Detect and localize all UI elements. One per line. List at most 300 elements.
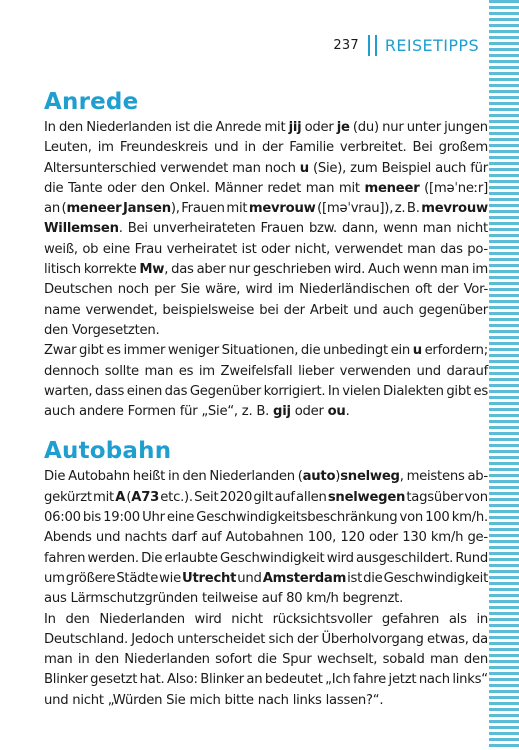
word: an: [246, 672, 263, 688]
word: unter: [406, 120, 441, 135]
text-line: [44, 508, 488, 528]
term-highlight: je: [336, 120, 350, 135]
word: der: [261, 140, 284, 156]
word: In: [44, 611, 56, 627]
word: man: [422, 221, 452, 237]
word: Bei: [127, 221, 148, 237]
word: Geschwindigkeit: [220, 550, 325, 566]
word: man: [429, 652, 459, 668]
word: [263, 569, 346, 589]
word: wäre,: [205, 282, 241, 298]
word: oft: [414, 282, 432, 298]
word: um: [44, 570, 65, 586]
term-highlight: ou: [327, 404, 346, 420]
word: gilt: [253, 489, 274, 505]
word: man: [407, 241, 436, 257]
word: Anrede: [215, 120, 262, 135]
word: Geschwindigkeit: [383, 570, 488, 586]
word: Deutschland.: [44, 631, 128, 647]
word: im: [471, 262, 488, 278]
word: das: [164, 383, 188, 399]
text-line: [44, 528, 488, 548]
word: erfordern;: [424, 343, 488, 359]
word: noch: [264, 160, 296, 176]
term-highlight: u: [412, 343, 422, 359]
word: Also:: [166, 672, 198, 688]
text-line: [44, 670, 488, 690]
word: den: [65, 611, 90, 627]
word: und nicht „Würden Sie mich bitte nach links lassen?“.: [44, 692, 384, 708]
word: vielen: [342, 383, 381, 399]
word: in: [77, 652, 90, 668]
word: Arbeit: [309, 302, 349, 318]
word: darauf: [446, 363, 488, 379]
section-gap: [44, 422, 488, 436]
word: Altersunterschied: [44, 160, 157, 176]
word: im: [198, 363, 215, 379]
word: dass: [94, 383, 125, 399]
word: nach: [418, 672, 450, 688]
term-highlight: auto: [302, 469, 336, 485]
word: ein: [390, 343, 411, 359]
word: Niederlanden: [86, 120, 172, 135]
word: mit: [93, 489, 114, 505]
word: verwenden: [339, 363, 411, 379]
text-line: [44, 488, 488, 508]
word: den: [140, 180, 165, 196]
word: und: [416, 363, 441, 379]
word: das: [440, 241, 463, 257]
word: die: [193, 120, 213, 135]
word: Spur: [282, 652, 312, 668]
text-line: [44, 362, 488, 382]
word: Familie: [289, 140, 334, 156]
word: immer: [123, 343, 166, 359]
word: gekürzt: [44, 489, 92, 505]
text-line: [44, 118, 488, 138]
word: darf: [171, 530, 197, 546]
word: mit: [264, 120, 286, 135]
text-line: [44, 280, 488, 300]
text-line: [44, 402, 488, 422]
word: wird: [326, 550, 354, 566]
word: man: [144, 363, 174, 379]
word: [413, 341, 422, 361]
word: [249, 199, 316, 219]
word: Niederlanden: [209, 469, 295, 485]
word: tagsüber: [406, 489, 464, 505]
page-edge-thumb-index: [489, 0, 519, 750]
word: auf: [274, 489, 295, 505]
word: Überholvorgang: [321, 631, 424, 647]
word: [328, 488, 405, 508]
word: Sie: [180, 282, 200, 298]
word: oder: [107, 180, 137, 196]
word: Die: [44, 469, 66, 485]
word: Auch: [367, 262, 400, 278]
word: und: [95, 530, 121, 546]
word: auch: [435, 160, 467, 176]
word: ist: [347, 570, 363, 586]
term-highlight: snelweg: [340, 469, 400, 485]
word: ist: [241, 241, 257, 257]
word: Gegenüber: [189, 383, 262, 399]
word: man: [440, 262, 469, 278]
word: nicht: [231, 611, 263, 627]
word: die: [44, 180, 64, 196]
word: ([məˈvrau]),: [317, 201, 394, 217]
word: Autobahn: [68, 469, 130, 485]
word: einen: [126, 383, 163, 399]
term-highlight: jij: [288, 120, 302, 135]
term-highlight: u: [299, 160, 309, 176]
section-heading: Anrede: [44, 89, 139, 115]
word: ([məˈneːr]: [424, 180, 488, 196]
text-line: [44, 467, 488, 487]
word: oder: [261, 241, 291, 257]
word: die: [257, 652, 277, 668]
word: der: [297, 631, 319, 647]
word: Seit: [194, 489, 219, 505]
word: wenn: [402, 262, 438, 278]
word: den Vorgesetzten.: [44, 322, 160, 338]
word: Blinker: [200, 672, 244, 688]
word: es: [178, 363, 194, 379]
word: fahren: [44, 550, 86, 566]
word: (du): [352, 120, 379, 135]
text-line: [44, 301, 488, 321]
text-line: [44, 650, 488, 670]
word: weniger: [167, 343, 219, 359]
word: in: [244, 140, 256, 156]
word: Willemsen.: [44, 221, 123, 237]
word: [421, 199, 488, 219]
word: Freundeskreis: [119, 140, 208, 156]
word: In: [327, 383, 340, 399]
word: oder: [304, 120, 334, 135]
word: es: [473, 383, 488, 399]
text-line: [44, 630, 488, 650]
word: den: [94, 652, 119, 668]
text-line: [44, 382, 488, 402]
word: Männer: [214, 180, 263, 196]
word: verheiratet: [166, 241, 238, 257]
word: korrekte: [83, 262, 137, 278]
word: Zwar: [44, 343, 77, 359]
word: der: [437, 282, 459, 298]
word: in: [476, 611, 488, 627]
word: im: [277, 282, 294, 298]
word: nur: [228, 262, 250, 278]
text-line: [44, 589, 488, 609]
word: weiß,: [44, 241, 78, 257]
word: und: [213, 140, 239, 156]
word: verbreitet.: [339, 140, 407, 156]
word: gesetzt: [90, 672, 138, 688]
word: Autobahnen: [225, 530, 304, 546]
word: ob: [82, 241, 99, 257]
section-heading: Autobahn: [44, 438, 172, 465]
word: da: [472, 631, 488, 647]
text-line: [44, 159, 488, 179]
word: von: [399, 510, 424, 526]
word: wird.: [334, 262, 366, 278]
word: geschrieben: [252, 262, 332, 278]
word: für: [470, 160, 488, 176]
section-anrede: [44, 87, 488, 422]
word: dann,: [342, 221, 379, 237]
term-highlight: mevrouw: [248, 201, 316, 217]
term-highlight: meneer: [66, 201, 122, 217]
running-section-title: REISETIPPS: [384, 35, 479, 55]
term-highlight: Jansen: [122, 201, 171, 217]
word: rücksichtsvoller: [272, 611, 373, 627]
word: bzw.: [308, 221, 337, 237]
word: Niederlanden: [99, 611, 185, 627]
word: aber: [196, 262, 226, 278]
word: Uhr: [142, 510, 165, 526]
term-highlight: A73: [131, 489, 160, 505]
word: nur: [382, 120, 404, 135]
word: Frau: [134, 241, 163, 257]
word: den: [58, 120, 84, 135]
word: man: [232, 160, 261, 176]
word: B.: [406, 201, 420, 217]
section-text: [44, 467, 488, 711]
section-text: [44, 118, 488, 422]
word: gibt: [79, 343, 104, 359]
word: die: [300, 343, 321, 359]
word: heißt: [132, 469, 166, 485]
header-divider: [375, 35, 377, 56]
word: dennoch: [44, 363, 100, 379]
word: an: [44, 201, 60, 217]
word: [182, 569, 236, 589]
word: Leuten,: [44, 140, 92, 156]
word: km/h: [430, 530, 464, 546]
word: erlaubte: [164, 550, 218, 566]
text-line: [44, 138, 488, 158]
term-highlight: snelwegen: [327, 489, 406, 505]
word: (meneer: [61, 201, 122, 217]
word: der: [283, 302, 305, 318]
word: name: [44, 302, 81, 318]
word: Frauen: [260, 221, 304, 237]
word: gibt: [446, 383, 471, 399]
text-line: [44, 199, 488, 219]
word: wenn: [383, 221, 418, 237]
word: verwendet,: [85, 302, 158, 318]
word: die: [363, 570, 383, 586]
word: litisch: [44, 262, 81, 278]
word: unverheirateten: [152, 221, 256, 237]
word: ist: [174, 120, 190, 135]
text-line: [44, 569, 488, 589]
word: sobald: [382, 652, 425, 668]
word: 100: [425, 510, 450, 526]
word: [364, 179, 419, 199]
word: es: [106, 343, 121, 359]
word: und: [353, 302, 378, 318]
word: größere: [65, 570, 116, 586]
word: Bei: [412, 140, 433, 156]
page-number: 237: [333, 37, 359, 53]
word: sich: [268, 631, 294, 647]
word: Deutschen: [44, 282, 113, 298]
word: warten,: [44, 383, 93, 399]
word: 130: [402, 530, 427, 546]
word: auch andere Formen für „Sie“, z. B. gij oder ou.: [44, 404, 350, 420]
word: Zweifelsfall: [220, 363, 293, 379]
word: eine: [166, 510, 195, 526]
word: [337, 118, 350, 138]
word: km/h.: [451, 510, 488, 526]
word: gefahren: [381, 611, 440, 627]
word: unterscheidet: [177, 631, 266, 647]
term-highlight: Mw: [139, 262, 165, 278]
word: in: [167, 469, 180, 485]
word: Tante: [68, 180, 103, 196]
word: Die: [141, 550, 163, 566]
word: (auto)snelweg,: [297, 469, 404, 485]
text-line: [44, 341, 488, 361]
word: In: [44, 120, 56, 135]
word: Jansen),: [122, 201, 180, 217]
word: 120: [340, 530, 365, 546]
word: jetzt: [388, 672, 417, 688]
word: wie: [159, 570, 181, 586]
word: den: [463, 652, 488, 668]
word: mit: [226, 201, 248, 217]
word: links“: [452, 672, 488, 688]
term-highlight: mevrouw: [421, 201, 488, 217]
word: auch: [382, 302, 414, 318]
term-highlight: Utrecht: [182, 570, 237, 586]
word: unbedingt: [323, 343, 388, 359]
text-line: [44, 240, 488, 260]
word: per: [154, 282, 176, 298]
word: Beispiel: [381, 160, 432, 176]
page-body: [44, 87, 488, 711]
word: man: [305, 180, 335, 196]
word: oder: [368, 530, 398, 546]
word: Niederlanden: [124, 652, 210, 668]
word: wird: [194, 611, 222, 627]
word: bei: [259, 302, 279, 318]
text-line: [44, 179, 488, 199]
header-divider: [368, 35, 370, 56]
word: sofort: [215, 652, 252, 668]
word: ausgeschildert.: [355, 550, 454, 566]
word: von: [464, 489, 488, 505]
word: [300, 159, 309, 179]
word: eine: [102, 241, 131, 257]
word: (A73: [126, 489, 160, 505]
word: Blinker: [44, 672, 88, 688]
word: 100,: [307, 530, 337, 546]
word: ge-: [467, 530, 488, 546]
word: allen: [295, 489, 327, 505]
word: „Ich: [325, 672, 351, 688]
word: den: [182, 469, 207, 485]
word: Jedoch: [131, 631, 174, 647]
word: lieber: [298, 363, 334, 379]
term-highlight: meneer: [364, 180, 420, 196]
term-highlight: A: [115, 489, 126, 505]
text-line: [44, 219, 488, 239]
word: 19:00: [103, 510, 140, 526]
word: redet: [267, 180, 302, 196]
word: das: [171, 262, 194, 278]
word: Frauen: [181, 201, 225, 217]
word: 2020: [219, 489, 253, 505]
word: Abends: [44, 530, 92, 546]
word: wechselt,: [316, 652, 378, 668]
word: Situationen,: [221, 343, 299, 359]
word: (Sie),: [312, 160, 347, 176]
text-line: [44, 321, 488, 341]
word: etc.).: [160, 489, 193, 505]
word: [115, 488, 125, 508]
word: zum: [350, 160, 378, 176]
word: Geschwindigkeitsbeschränkung: [196, 510, 398, 526]
word: hat.: [139, 672, 165, 688]
word: meistens: [406, 469, 465, 485]
word: fahre: [352, 672, 387, 688]
section-autobahn: [44, 436, 488, 711]
word: nicht,: [294, 241, 331, 257]
word: noch: [117, 282, 149, 298]
word: nicht: [456, 221, 488, 237]
text-line: [44, 260, 488, 280]
word: 06:00: [44, 510, 81, 526]
text-line: [44, 610, 488, 630]
word: sollte: [104, 363, 139, 379]
word: ab-: [467, 469, 488, 485]
word: jungen: [444, 120, 488, 135]
term-highlight: Willemsen: [44, 221, 119, 237]
word: beispielsweise: [162, 302, 255, 318]
word: po-: [467, 241, 488, 257]
word: auf: [201, 530, 222, 546]
word: und: [237, 570, 262, 586]
term-highlight: gij: [273, 404, 291, 420]
word: großem: [438, 140, 488, 156]
word: bedeutet: [264, 672, 323, 688]
word: werden.: [87, 550, 139, 566]
word: z.: [394, 201, 406, 217]
word: Dialekten: [383, 383, 444, 399]
word: Städte: [116, 570, 159, 586]
word: nachts: [124, 530, 168, 546]
text-line: [44, 691, 488, 711]
word: mit: [338, 180, 360, 196]
word: bis: [82, 510, 102, 526]
word: im: [97, 140, 114, 156]
word: verwendet: [160, 160, 229, 176]
word: Mw,: [139, 262, 169, 278]
word: Vor-: [463, 282, 488, 298]
word: Onkel.: [169, 180, 210, 196]
word: gegenüber: [418, 302, 488, 318]
word: Rund: [455, 550, 488, 566]
word: aus Lärmschutzgründen teilweise auf 80 km/h begrenzt.: [44, 591, 404, 607]
word: wird: [245, 282, 273, 298]
word: etwas,: [426, 631, 469, 647]
word: verwendet: [334, 241, 403, 257]
text-line: [44, 549, 488, 569]
word: korrigiert.: [263, 383, 326, 399]
